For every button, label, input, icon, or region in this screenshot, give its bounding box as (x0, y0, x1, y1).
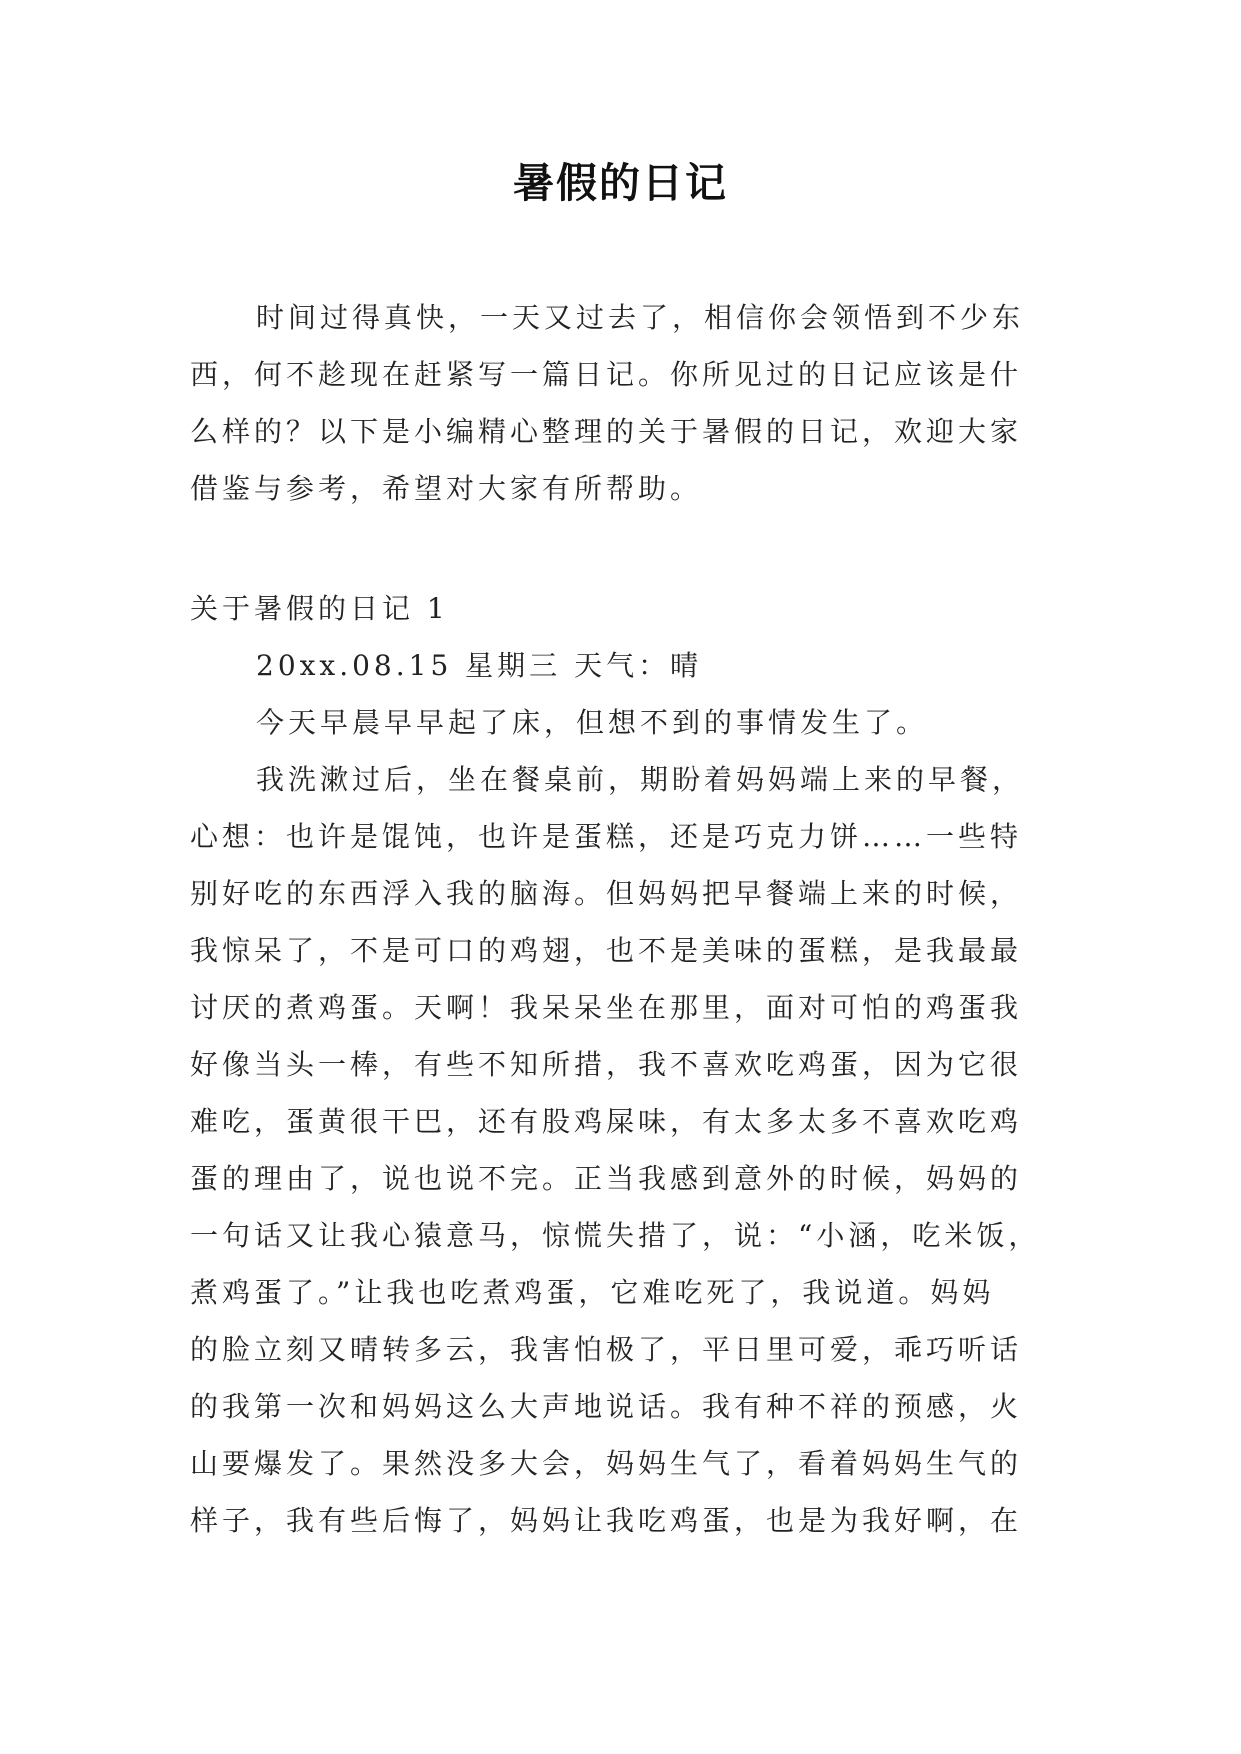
body-line: 好像当头一棒，有些不知所措，我不喜欢吃鸡蛋，因为它很 (190, 1048, 1023, 1081)
body-line: 我洗漱过后，坐在餐桌前，期盼着妈妈端上来的早餐， (256, 763, 1025, 796)
body-line: 山要爆发了。果然没多大会，妈妈生气了，看着妈妈生气的 (190, 1447, 1023, 1480)
section-heading: 关于暑假的日记 1 (190, 592, 449, 625)
document-title: 暑假的日记 (513, 159, 728, 207)
body-line: 别好吃的东西浮入我的脑海。但妈妈把早餐端上来的时候， (190, 877, 1023, 910)
body-line: 一句话又让我心猿意马，惊慌失措了，说：“小涵，吃米饭， (190, 1219, 1041, 1252)
intro-line: 西，何不趁现在赶紧写一篇日记。你所见过的日记应该是什 (190, 358, 1023, 391)
body-line: 样子，我有些后悔了，妈妈让我吃鸡蛋，也是为我好啊，在 (190, 1504, 1023, 1537)
body-line: 讨厌的煮鸡蛋。天啊！我呆呆坐在那里，面对可怕的鸡蛋我 (190, 991, 1023, 1024)
section-heading-block (190, 580, 1070, 637)
date-weather-line: 20xx.08.15 星期三 天气：晴 (256, 649, 703, 682)
body-line: 的脸立刻又晴转多云，我害怕极了，平日里可爱，乖巧听话 (190, 1333, 1023, 1366)
body-line: 心想：也许是馄饨，也许是蛋糕，还是巧克力饼……一些特 (190, 820, 1023, 853)
intro-paragraph (190, 289, 1070, 517)
diary-body (190, 637, 1070, 1549)
body-paragraph-1: 今天早晨早早起了床，但想不到的事情发生了。 (256, 706, 929, 739)
body-line: 我惊呆了，不是可口的鸡翅，也不是美味的蛋糕，是我最最 (190, 934, 1023, 967)
body-line: 的我第一次和妈妈这么大声地说话。我有种不祥的预感，火 (190, 1390, 1023, 1423)
body-line: 煮鸡蛋了。”让我也吃煮鸡蛋，它难吃死了，我说道。妈妈 (190, 1276, 995, 1309)
intro-line: 时间过得真快，一天又过去了，相信你会领悟到不少东 (256, 301, 1025, 334)
body-line: 蛋的理由了，说也说不完。正当我感到意外的时候，妈妈的 (190, 1162, 1023, 1195)
intro-line: 么样的？以下是小编精心整理的关于暑假的日记，欢迎大家 (190, 415, 1023, 448)
body-line: 难吃，蛋黄很干巴，还有股鸡屎味，有太多太多不喜欢吃鸡 (190, 1105, 1023, 1138)
intro-line: 借鉴与参考，希望对大家有所帮助。 (190, 472, 703, 505)
